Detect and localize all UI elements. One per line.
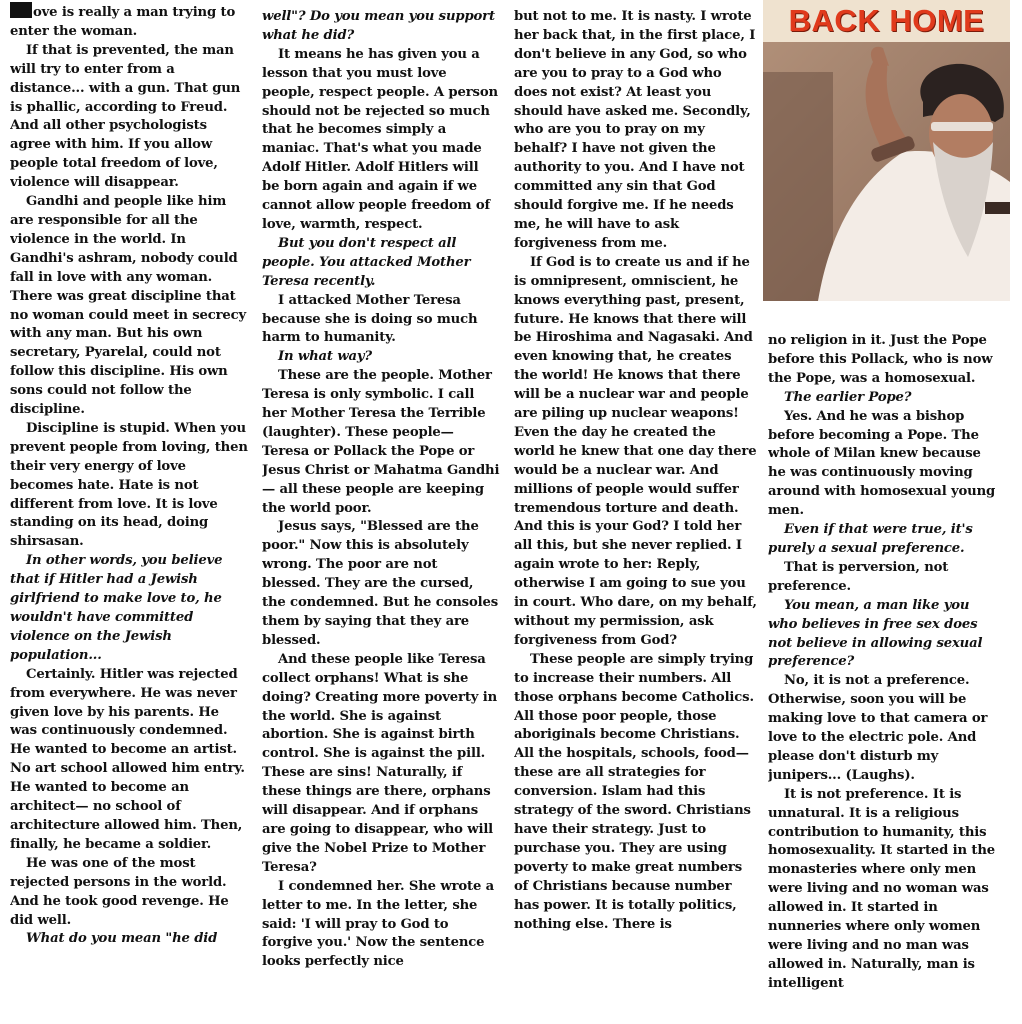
article-paragraph: He was one of the most rejected persons in the world. And he took good revenge. He did well. [10,855,229,928]
interview-question: Even if that were true, it's purely a sexual preference. [768,522,973,556]
article-paragraph: No, it is not a preference. Otherwise, soon you will be making love to that camera or love to the electric pole. And please don't disturb my junipers... (Laughs). [768,673,988,783]
article-paragraph: That is perversion, not preference. [768,559,949,594]
interview-question: The earlier Pope? [784,389,912,405]
article-paragraph: Discipline is stupid. When you prevent people from loving, then their very energy of love becomes hate. Hate is not different from love. It is love standing on its head, doing shirsasan. [10,420,248,550]
banner-text: BACK HOME [788,3,985,38]
interview-question: You mean, a man like you who believes in free sex does not believe in allowing sexual preference? [768,597,983,670]
article-paragraph: but not to me. It is nasty. I wrote her back that, in the first place, I don't believe in any God, so who are you to pray to a God who does not exist? At least you should have asked me. Secondly, who are you to pray on my behalf? I have not given the authority to you. And I have not committed any sin that God should forgive me. If he needs me, he will have to ask forgiveness from me. [514,9,756,251]
article-paragraph: It is not preference. It is unnatural. It is a religious contribution to humanity, this homosexuality. It started in the monasteries where only men were living and no woman was allowed in. It started in nunneries where only women were living and no man was allowed in. Naturally, man is intelligent [768,786,995,991]
interview-question: well"? Do you mean you support what he did? [262,9,495,43]
article-column-1 [10,2,250,1018]
article-paragraph: Jesus says, "Blessed are the poor." Now this is absolutely wrong. The poor are not blessed. They are the cursed, the condemned. But he consoles them by saying that they are blessed. [262,519,498,648]
back-home-photo [763,0,1010,301]
bearded-man-illustration-icon [763,42,1010,301]
interview-question: What do you mean "he did [26,931,218,947]
interview-question: In other words, you believe that if Hitler had a Jewish girlfriend to make love to, he wouldn't have committed violence on the Jewish population... [10,553,223,663]
article-paragraph: no religion in it. Just the Pope before this Pollack, who is now the Pope, was a homosexual. [768,333,993,386]
photo-banner [763,0,1010,42]
article-paragraph: I condemned her. She wrote a letter to me. In the letter, she said: 'I will pray to God to forgive you.' Now the sentence looks perfectly nice [262,878,495,970]
interview-question: But you don't respect all people. You attacked Mother Teresa recently. [262,235,471,289]
article-column-4 [768,332,1002,1022]
drop-cap-mark [10,2,32,18]
article-paragraph: It means he has given you a lesson that you must love people, respect people. A person should not be rejected so much that he becomes simply a maniac. That's what you made Adolf Hitler. Adolf Hitlers will be born again and again if we cannot allow people freedom of love, warmth, respect. [262,46,498,232]
article-column-3 [514,8,758,1024]
article-paragraph: Yes. And he was a bishop before becoming a Pope. The whole of Milan knew because he was continuously moving around with homosexual young men. [768,408,996,519]
article-paragraph: If that is prevented, the man will try to enter from a distance... with a gun. That gun is phallic, according to Freud. And all other psychologists agree with him. If you allow people total freedom of love, violence will disappear. [10,42,241,191]
article-paragraph: These are the people. Mother Teresa is only symbolic. I call her Mother Teresa the Terrible (laughter). These people— Teresa or Pollack the Pope or Jesus Christ or Mahatma Gandhi— all these people are keeping the world poor. [262,368,500,516]
article-paragraph: I attacked Mother Teresa because she is doing so much harm to humanity. [262,292,478,346]
interview-question: In what way? [278,349,373,365]
article-paragraph: ove is really a man trying to enter the woman. [10,2,250,42]
article-paragraph: Gandhi and people like him are responsible for all the violence in the world. In Gandhi's ashram, nobody could fall in love with any woman. There was great discipline that no woman could meet in secrecy with any man. But his own secretary, Pyarelal, could not follow this discipline. His own sons could not follow the discipline. [10,194,247,418]
article-column-2 [262,8,500,1024]
article-paragraph: If God is to create us and if he is omnipresent, omniscient, he knows everything past, present, future. He knows that there will be Hiroshima and Nagasaki. And even knowing that, he creates the world! He knows that there will be a nuclear war and people are piling up nuclear weapons! Even the day he created the world he knew that one day there would be a nuclear war. And millions of people would suffer tremendous torture and death. And this is your God? I told her all this, but she never replied. I again wrote to her: Reply, otherwise I am going to sue you in court. Who dare, on my behalf, without my permission, ask forgiveness from God? [514,254,757,648]
article-paragraph: And these people like Teresa collect orphans! What is she doing? Creating more poverty in the world. She is against abortion. She is against birth control. She is against the pill. These are sins! Naturally, if these things are there, orphans will disappear. And if orphans are going to disappear, who will give the Nobel Prize to Mother Teresa? [262,651,498,875]
article-paragraph: Certainly. Hitler was rejected from everywhere. He was never given love by his parents. He was continuously condemned. He wanted to become an artist. No art school allowed him entry. He wanted to become an architect— no school of architecture allowed him. Then, finally, he became a soldier. [10,666,245,852]
article-paragraph: These people are simply trying to increase their numbers. All those orphans become Catholics. All those poor people, those aboriginals become Christians. All the hospitals, schools, food— these are all strategies for conversion. Islam had this strategy of the sword. Christians have their strategy. Just to purchase you. They are using poverty to make great numbers of Christians because number has power. It is totally politics, nothing else. There is [514,651,754,932]
